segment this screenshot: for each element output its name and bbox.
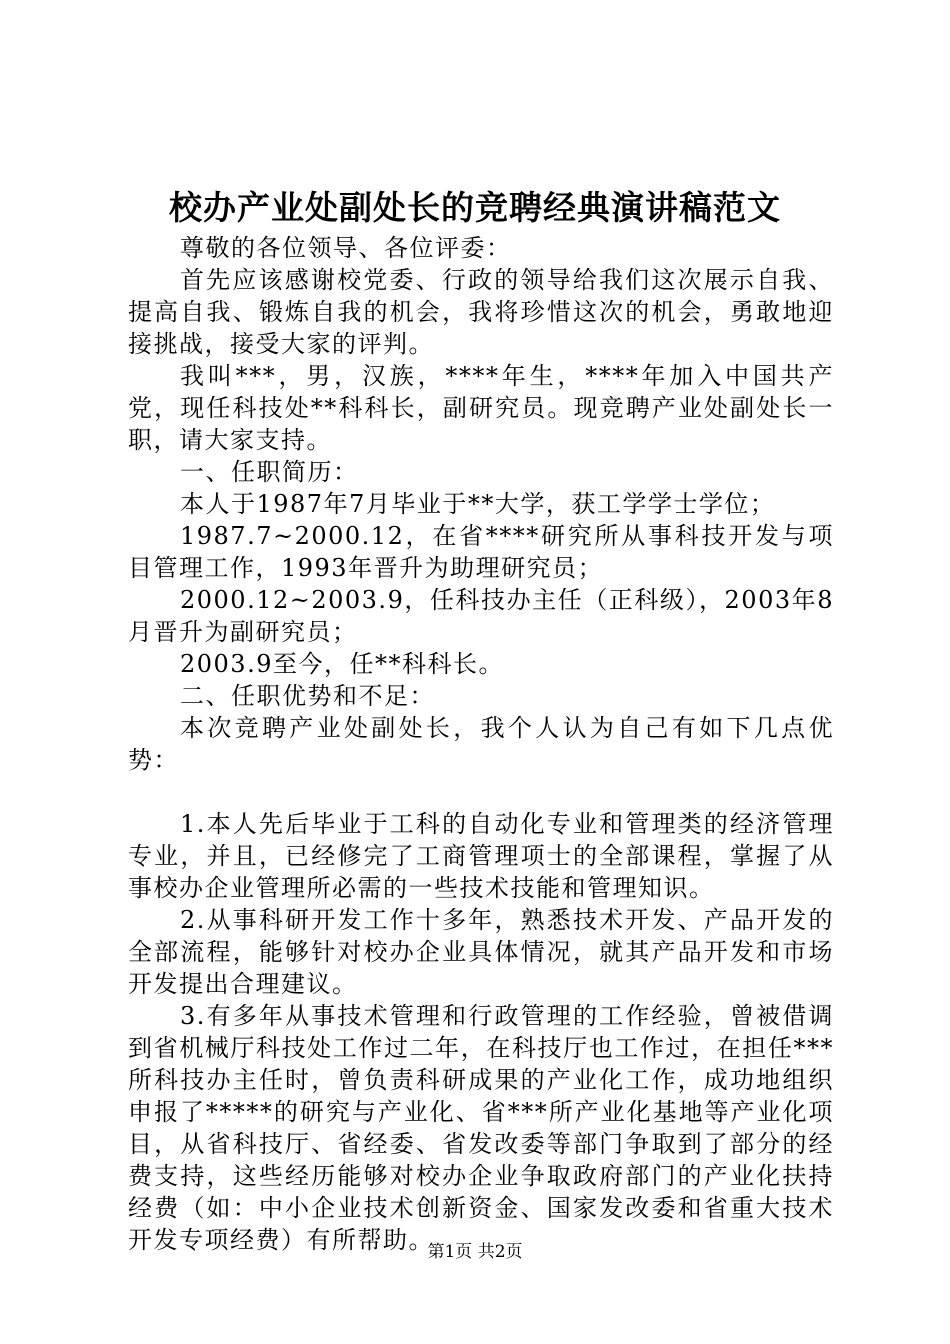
page-footer: 第1页 共2页 (427, 1242, 523, 1262)
advantages-intro: 本次竞聘产业处副处长，我个人认为自己有如下几点优势： (128, 714, 834, 774)
advantage-item-2: 2.从事科研开发工作十多年，熟悉技术开发、产品开发的全部流程，能够针对校办企业具体情况，就其产品开发和市场开发提出合理建议。 (128, 906, 834, 998)
section-heading-resume: 一、任职简历： (180, 458, 359, 486)
resume-item-1987: 1987.7~2000.12，在省****研究所从事科技开发与项目管理工作，1993年晋升为助理研究员； (128, 522, 834, 582)
advantage-item-1: 1.本人先后毕业于工科的自动化专业和管理类的经济管理专业，并且，已经修完了工商管理项士的全部课程，掌握了从事校办企业管理所必需的一些技术技能和管理知识。 (128, 810, 834, 902)
resume-item-2000: 2000.12~2003.9，任科技办主任（正科级），2003年8月晋升为副研究员； (128, 586, 834, 646)
salutation: 尊敬的各位领导、各位评委： (180, 234, 512, 262)
resume-item-education: 本人于1987年7月毕业于**大学，获工学学士学位； (180, 490, 776, 518)
document-body (128, 232, 834, 1256)
document-title: 校办产业处副处长的竞聘经典演讲稿范文 (169, 188, 781, 227)
resume-item-2003: 2003.9至今，任**科科长。 (180, 650, 504, 678)
section-heading-advantages: 二、任职优势和不足： (180, 682, 435, 710)
advantage-item-3: 3.有多年从事技术管理和行政管理的工作经验，曾被借调到省机械厅科技处工作过二年，在科技厅也工作过，在担任***所科技办主任时，曾负责科研成果的产业化工作，成功地组织申报了*****的研究与产业化、省***所产业化基地等产业化项目，从省科技厅、省经委、省发改委等部门争取到了部分的经费支持，这些经历能够对校办企业争取政府部门的产业化扶持经费（如：中小企业技术创新资金、国家发改委和省重大技术开发专项经费）有所帮助。 (128, 1002, 834, 1254)
paragraph-self-intro: 我叫***，男，汉族，****年生，****年加入中国共产党，现任科技处**科科长，副研究员。现竞聘产业处副处长一职，请大家支持。 (128, 362, 834, 454)
paragraph-thanks: 首先应该感谢校党委、行政的领导给我们这次展示自我、提高自我、锻炼自我的机会，我将珍惜这次的机会，勇敢地迎接挑战，接受大家的评判。 (128, 266, 834, 358)
